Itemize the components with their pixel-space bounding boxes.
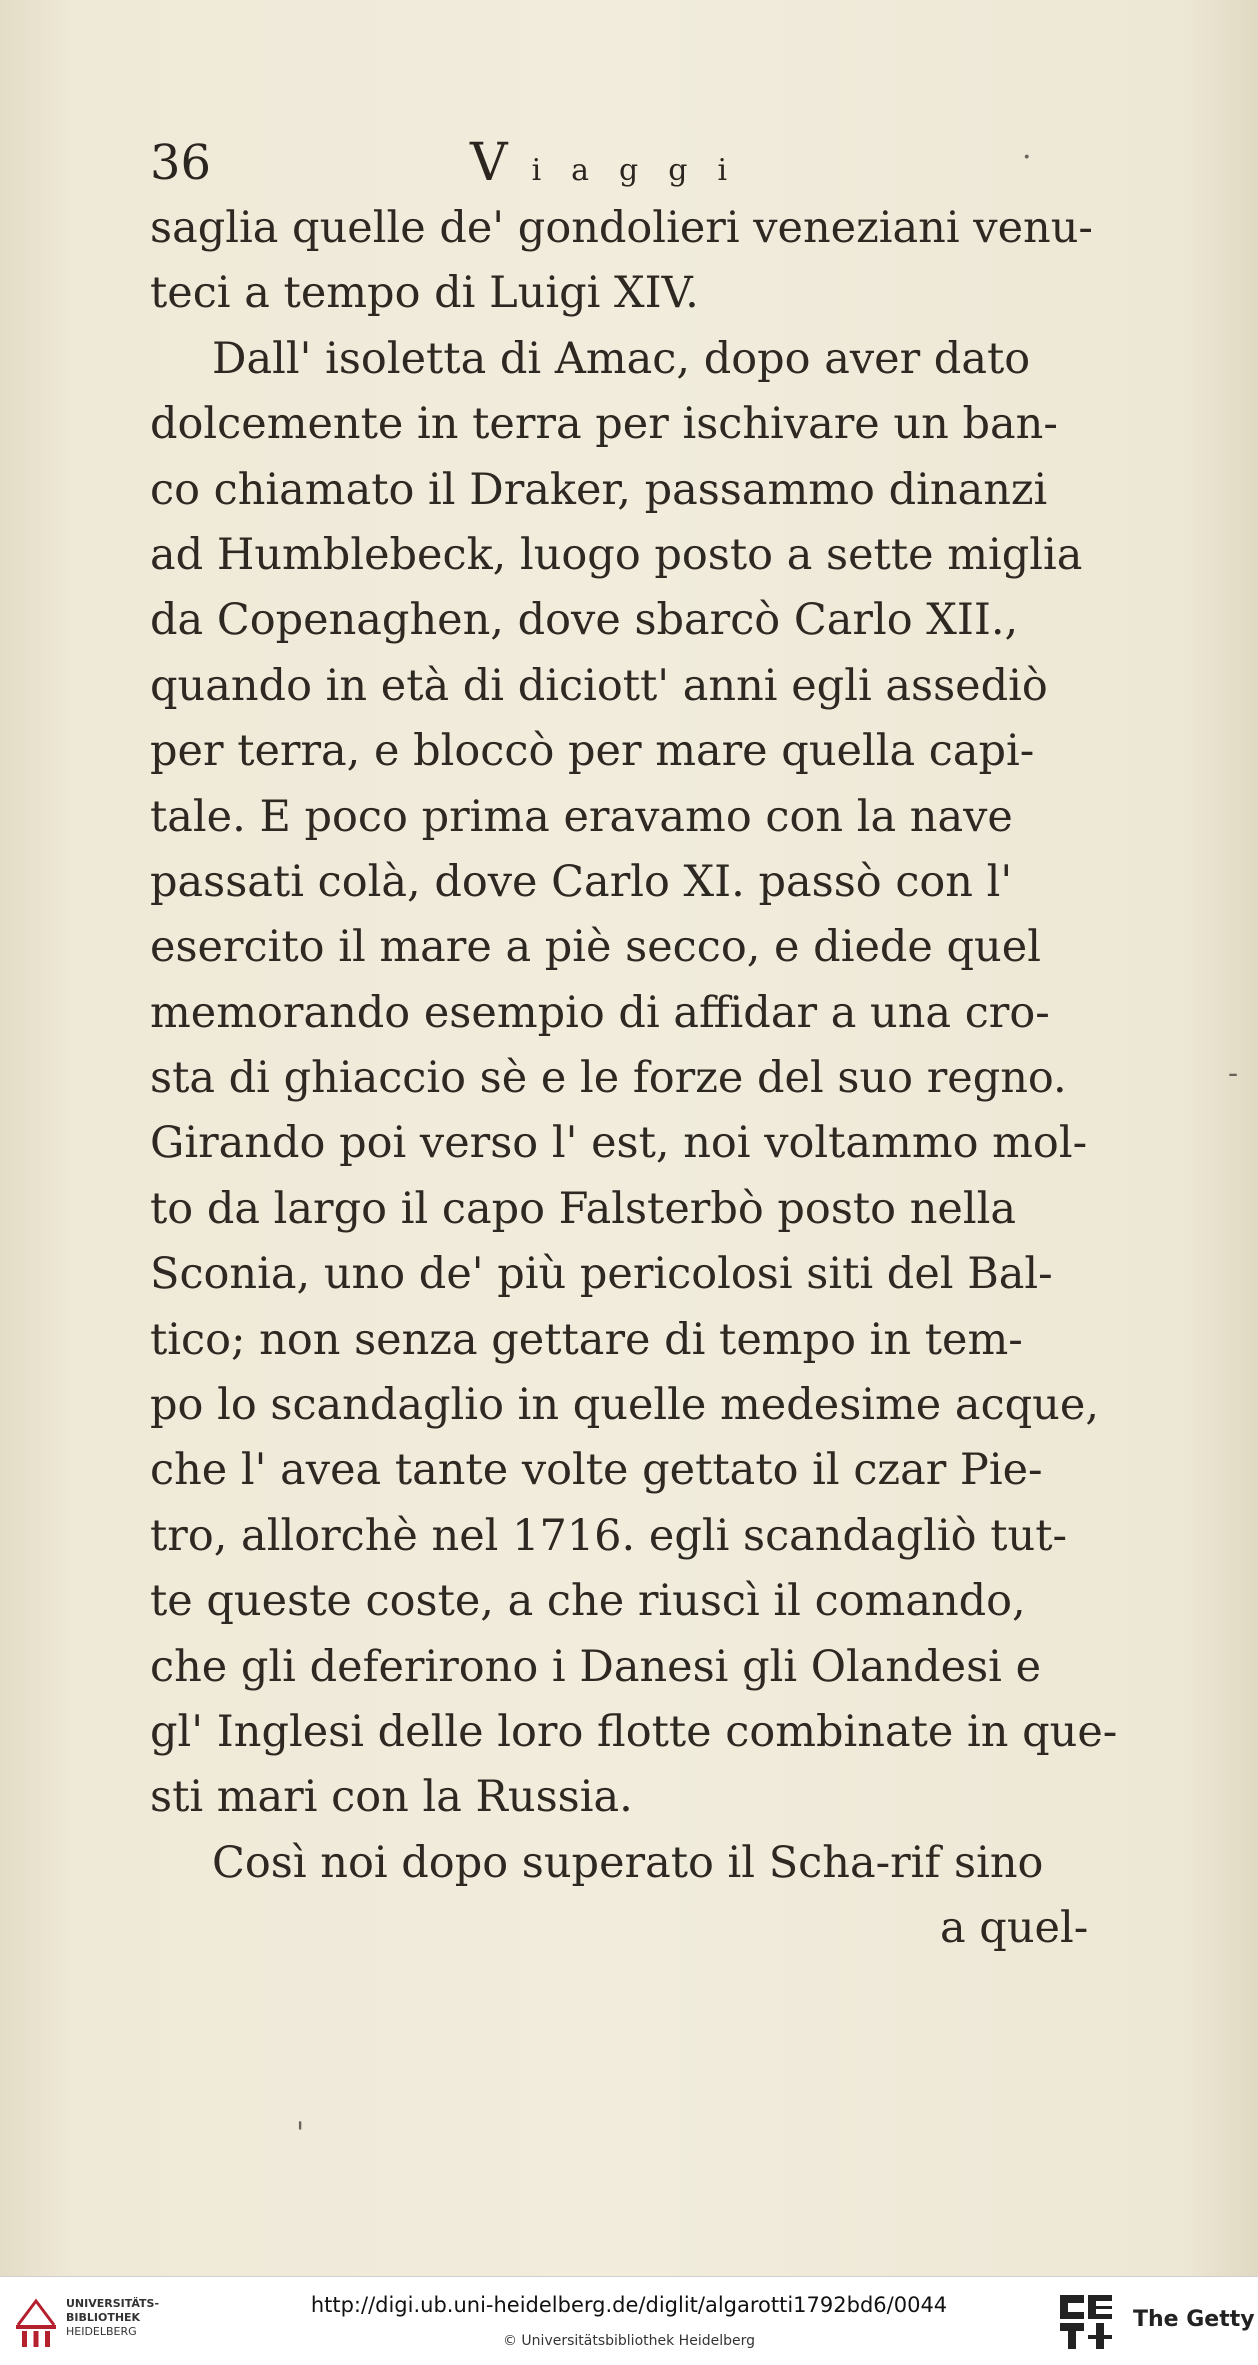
text-line: Così noi dopo superato il Scha-rif sino (212, 1837, 1044, 1888)
text-line: per terra, e bloccò per mare quella capi- (150, 726, 1035, 777)
university-library-name: UNIVERSITÄTS- BIBLIOTHEK HEIDELBERG (66, 2297, 160, 2338)
text-line: tro, allorchè nel 1716. egli scandagliò tut- (150, 1510, 1068, 1561)
getty-logo-icon (1058, 2293, 1114, 2351)
text-line: Dall' isoletta di Amac, dopo aver dato (212, 333, 1031, 384)
text-line: Sconia, uno de' più pericolosi siti del Bal- (150, 1249, 1053, 1300)
text-line: tico; non senza gettare di tempo in tem- (150, 1314, 1023, 1365)
running-title (470, 128, 757, 206)
text-line: esercito il mare a piè secco, e diede quel (150, 922, 1041, 973)
text-line: po lo scandaglio in quelle medesime acque, (150, 1380, 1099, 1431)
running-title-initial: V (470, 133, 510, 193)
text-line: teci a tempo di Luigi XIV. (150, 268, 699, 319)
text-line: dolcemente in terra per ischivare un ban- (150, 399, 1058, 450)
text-line: gl' Inglesi delle loro flotte combinate in que- (150, 1706, 1118, 1757)
stray-mark: · (1022, 140, 1032, 175)
text-line: saglia quelle de' gondolieri veneziani venu- (150, 203, 1093, 253)
text-line: te queste coste, a che riuscì il comando, (150, 1576, 1026, 1627)
page-header (150, 128, 1150, 198)
text-line: sti mari con la Russia. (150, 1772, 633, 1823)
text-line: da Copenaghen, dove sbarcò Carlo XII., (150, 595, 1019, 646)
catchword: a quel- (940, 1903, 1089, 1954)
text-line: to da largo il capo Falsterbò posto nella (150, 1183, 1017, 1234)
text-line: ad Humblebeck, luogo posto a sette miglia (150, 529, 1083, 580)
text-line: che l' avea tante volte gettato il czar Pie- (150, 1445, 1043, 1496)
text-line: Girando poi verso l' est, noi voltammo mol- (150, 1118, 1088, 1169)
page-number: 36 (150, 135, 212, 191)
text-line: tale. E poco prima eravamo con la nave (150, 791, 1013, 842)
partner-name: The Getty (1133, 2307, 1255, 2332)
text-line: co chiamato il Draker, passammo dinanzi (150, 464, 1048, 515)
stray-mark: ' (296, 2116, 305, 2151)
text-line: memorando esempio di affidar a una cro- (150, 987, 1050, 1038)
viewer-footer (0, 2276, 1258, 2365)
text-line: quando in età di diciott' anni egli assediò (150, 660, 1048, 711)
text-line: che gli deferirono i Danesi gli Olandesi e (150, 1641, 1042, 1692)
text-line: sta di ghiaccio sè e le forze del suo regno. (150, 1053, 1067, 1104)
body-text (150, 196, 1180, 1962)
stray-mark: - (1228, 1056, 1239, 1091)
text-line: passati colà, dove Carlo XI. passò con l' (150, 856, 1013, 907)
running-title-rest: iaggi (531, 153, 758, 188)
permalink-url[interactable]: http://digi.ub.uni-heidelberg.de/diglit/algarotti1792bd6/0044 (310, 2293, 948, 2317)
copyright-notice: © Universitätsbibliothek Heidelberg (502, 2333, 755, 2349)
